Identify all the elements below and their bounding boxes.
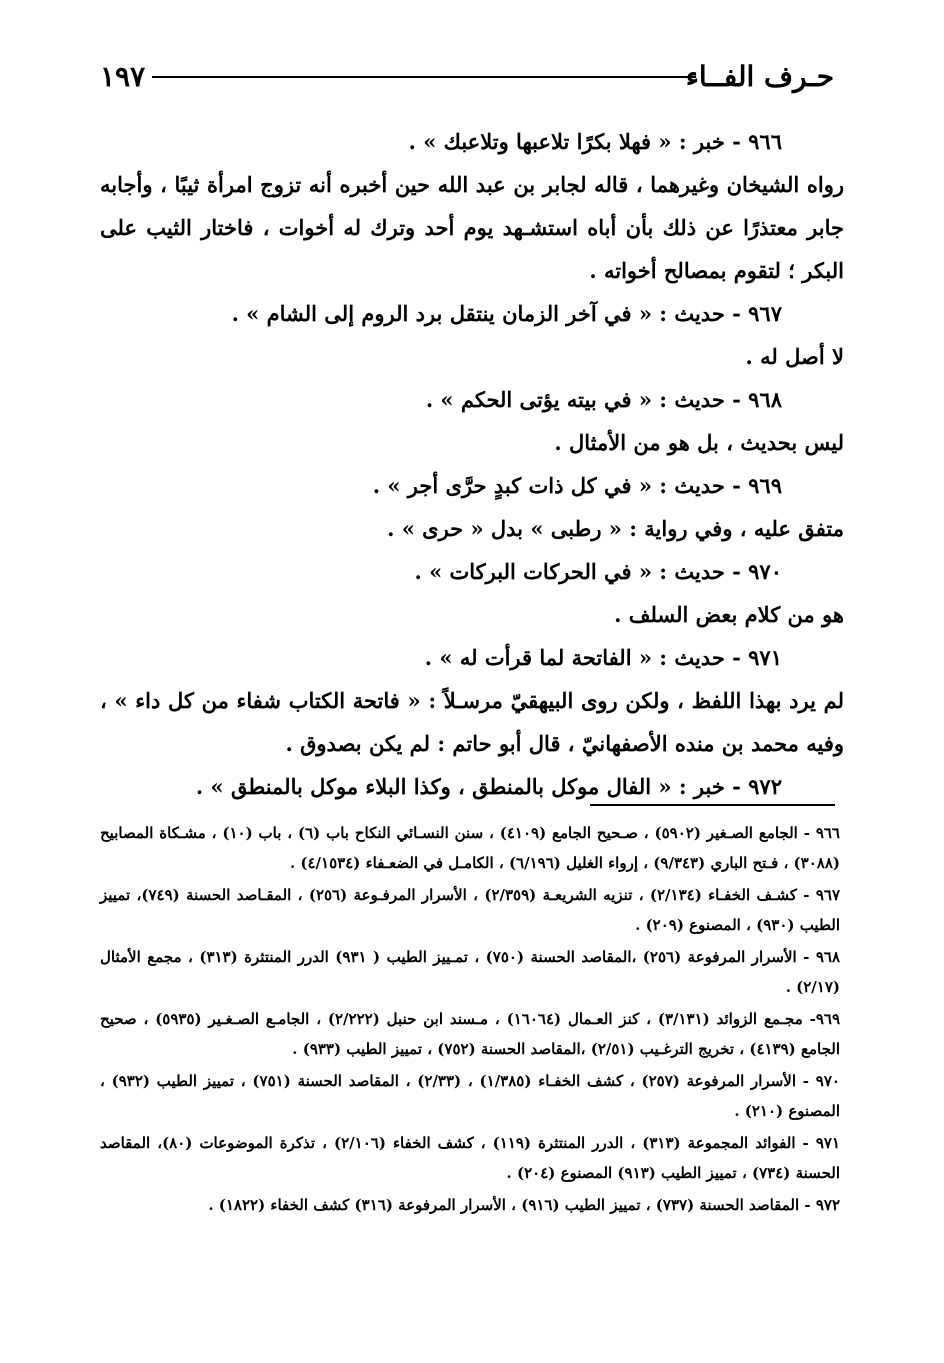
footnote-972: ٩٧٢ - المقاصد الحسنة (٧٣٧) ، تمييز الطيب (٩١٦) ، الأسرار المرفوعة (٣١٦) كشف الخفاء (١٨٢٢) . bbox=[208, 1196, 840, 1214]
entry-967-heading: ٩٦٧ - حديث : « في آخر الزمان ينتقل برد الروم إلى الشام » . bbox=[231, 301, 782, 326]
main-text bbox=[100, 120, 844, 808]
entry-969-heading: ٩٦٩ - حديث : « في كل ذات كبدٍ حرَّى أجر » . bbox=[372, 473, 782, 498]
footnote-966: ٩٦٦ - الجامع الصـغير (٥٩٠٢) ، صـحيح الجامع (٤١٠٩) ، سنن النسـائي النكاح باب (٦) ، باب (١٠) ، مشـكاة المصابيح (٣٠٨٨) ، فـتح الباري (٩/٣٤٣) ، إرواء الغليل (٦/١٩٦) ، الكامـل في الضعـفاء (٤/١٥٣٤) . bbox=[100, 824, 840, 872]
chapter-title: حـرف الفــاء bbox=[685, 60, 834, 93]
entry-966-commentary: رواه الشيخان وغيرهما ، قاله لجابر بن عبد الله حين أخبره أنه تزوج امرأة ثيبًا ، وأجابه جابر معتذرًا عن ذلك بأن أباه استشـهد يوم أحد وترك له أخوات ، فاختار الثيب على البكر ؛ لتقوم بمصالح أخواته . bbox=[100, 172, 844, 283]
header-rule bbox=[152, 76, 696, 78]
entry-966-heading: ٩٦٦ - خبر : « فهلا بكرًا تلاعبها وتلاعبك » . bbox=[408, 129, 782, 154]
page-number: ١٩٧ bbox=[100, 60, 146, 93]
footnote-rule bbox=[590, 804, 835, 806]
footnote-971: ٩٧١ - الفوائد المجموعة (٣١٣) ، الدرر المنتثرة (١١٩) ، كشف الخفاء (٢/١٠٦) ، تذكرة الموضوعات (٨٠)، المقاصد الحسنة (٧٣٤) ، تمييز الطيب (٩١٣) المصنوع (٢٠٤) . bbox=[100, 1134, 840, 1182]
entry-971-heading: ٩٧١ - حديث : « الفاتحة لما قرأت له » . bbox=[424, 645, 782, 670]
footnotes bbox=[100, 818, 840, 1222]
footnote-969: ٩٦٩- مجـمع الزوائد (٣/١٣١) ، كنز العـمال (١٦٠٦٤) ، مـسند ابن حنبل (٢/٢٢٢) ، الجامـع الصـغـير (٥٩٣٥) ، صحيح الجامع (٤١٣٩) ، تخريج الترغـيب (٢/٥١) ،المقاصد الحسنة (٧٥٢) ، تمييز الطيب (٩٣٣) . bbox=[100, 1010, 840, 1058]
entry-972-heading: ٩٧٢ - خبر : « الفال موكل بالمنطق ، وكذا البلاء موكل بالمنطق » . bbox=[195, 774, 782, 799]
entry-970-commentary: هو من كلام بعض السلف . bbox=[614, 602, 844, 627]
entry-969-commentary: متفق عليه ، وفي رواية : « رطبى » بدل « حرى » . bbox=[387, 516, 844, 541]
entry-968-commentary: ليس بحديث ، بل هو من الأمثال . bbox=[554, 430, 844, 455]
entry-968-heading: ٩٦٨ - حديث : « في بيته يؤتى الحكم » . bbox=[425, 387, 782, 412]
footnote-970: ٩٧٠ - الأسرار المرفوعة (٢٥٧) ، كشف الخفـاء (١/٣٨٥) ، (٢/٣٣) ، المقاصد الحسنة (٧٥١) ، تمييز الطيب (٩٣٢) ، المصنوع (٢١٠) . bbox=[100, 1072, 840, 1120]
entry-970-heading: ٩٧٠ - حديث : « في الحركات البركات » . bbox=[414, 559, 782, 584]
running-header bbox=[100, 58, 834, 98]
footnote-967: ٩٦٧ - كشـف الخفـاء (٢/١٣٤) ، تنزيه الشريعـة (٢/٣٥٩) ، الأسرار المرفـوعة (٢٥٦) ، المقـاصد الحسنة (٧٤٩)، تمييز الطيب (٩٣٠) ، المصنوع (٢٠٩) . bbox=[100, 886, 840, 934]
entry-971-commentary: لم يرد بهذا اللفظ ، ولكن روى البيهقيّ مرسـلاً : « فاتحة الكتاب شفاء من كل داء » ، وفيه محمد بن منده الأصفهانيّ ، قال أبو حاتم : لم يكن بصدوق . bbox=[100, 688, 844, 756]
entry-967-commentary: لا أصل له . bbox=[745, 344, 844, 369]
footnote-968: ٩٦٨ - الأسرار المرفوعة (٢٥٦) ،المقاصد الحسنة (٧٥٠) ، تمـييز الطيب ( ٩٣١) الدرر المنتثرة (٣١٣) ، مجمع الأمثال (٢/١٧) . bbox=[100, 948, 840, 996]
